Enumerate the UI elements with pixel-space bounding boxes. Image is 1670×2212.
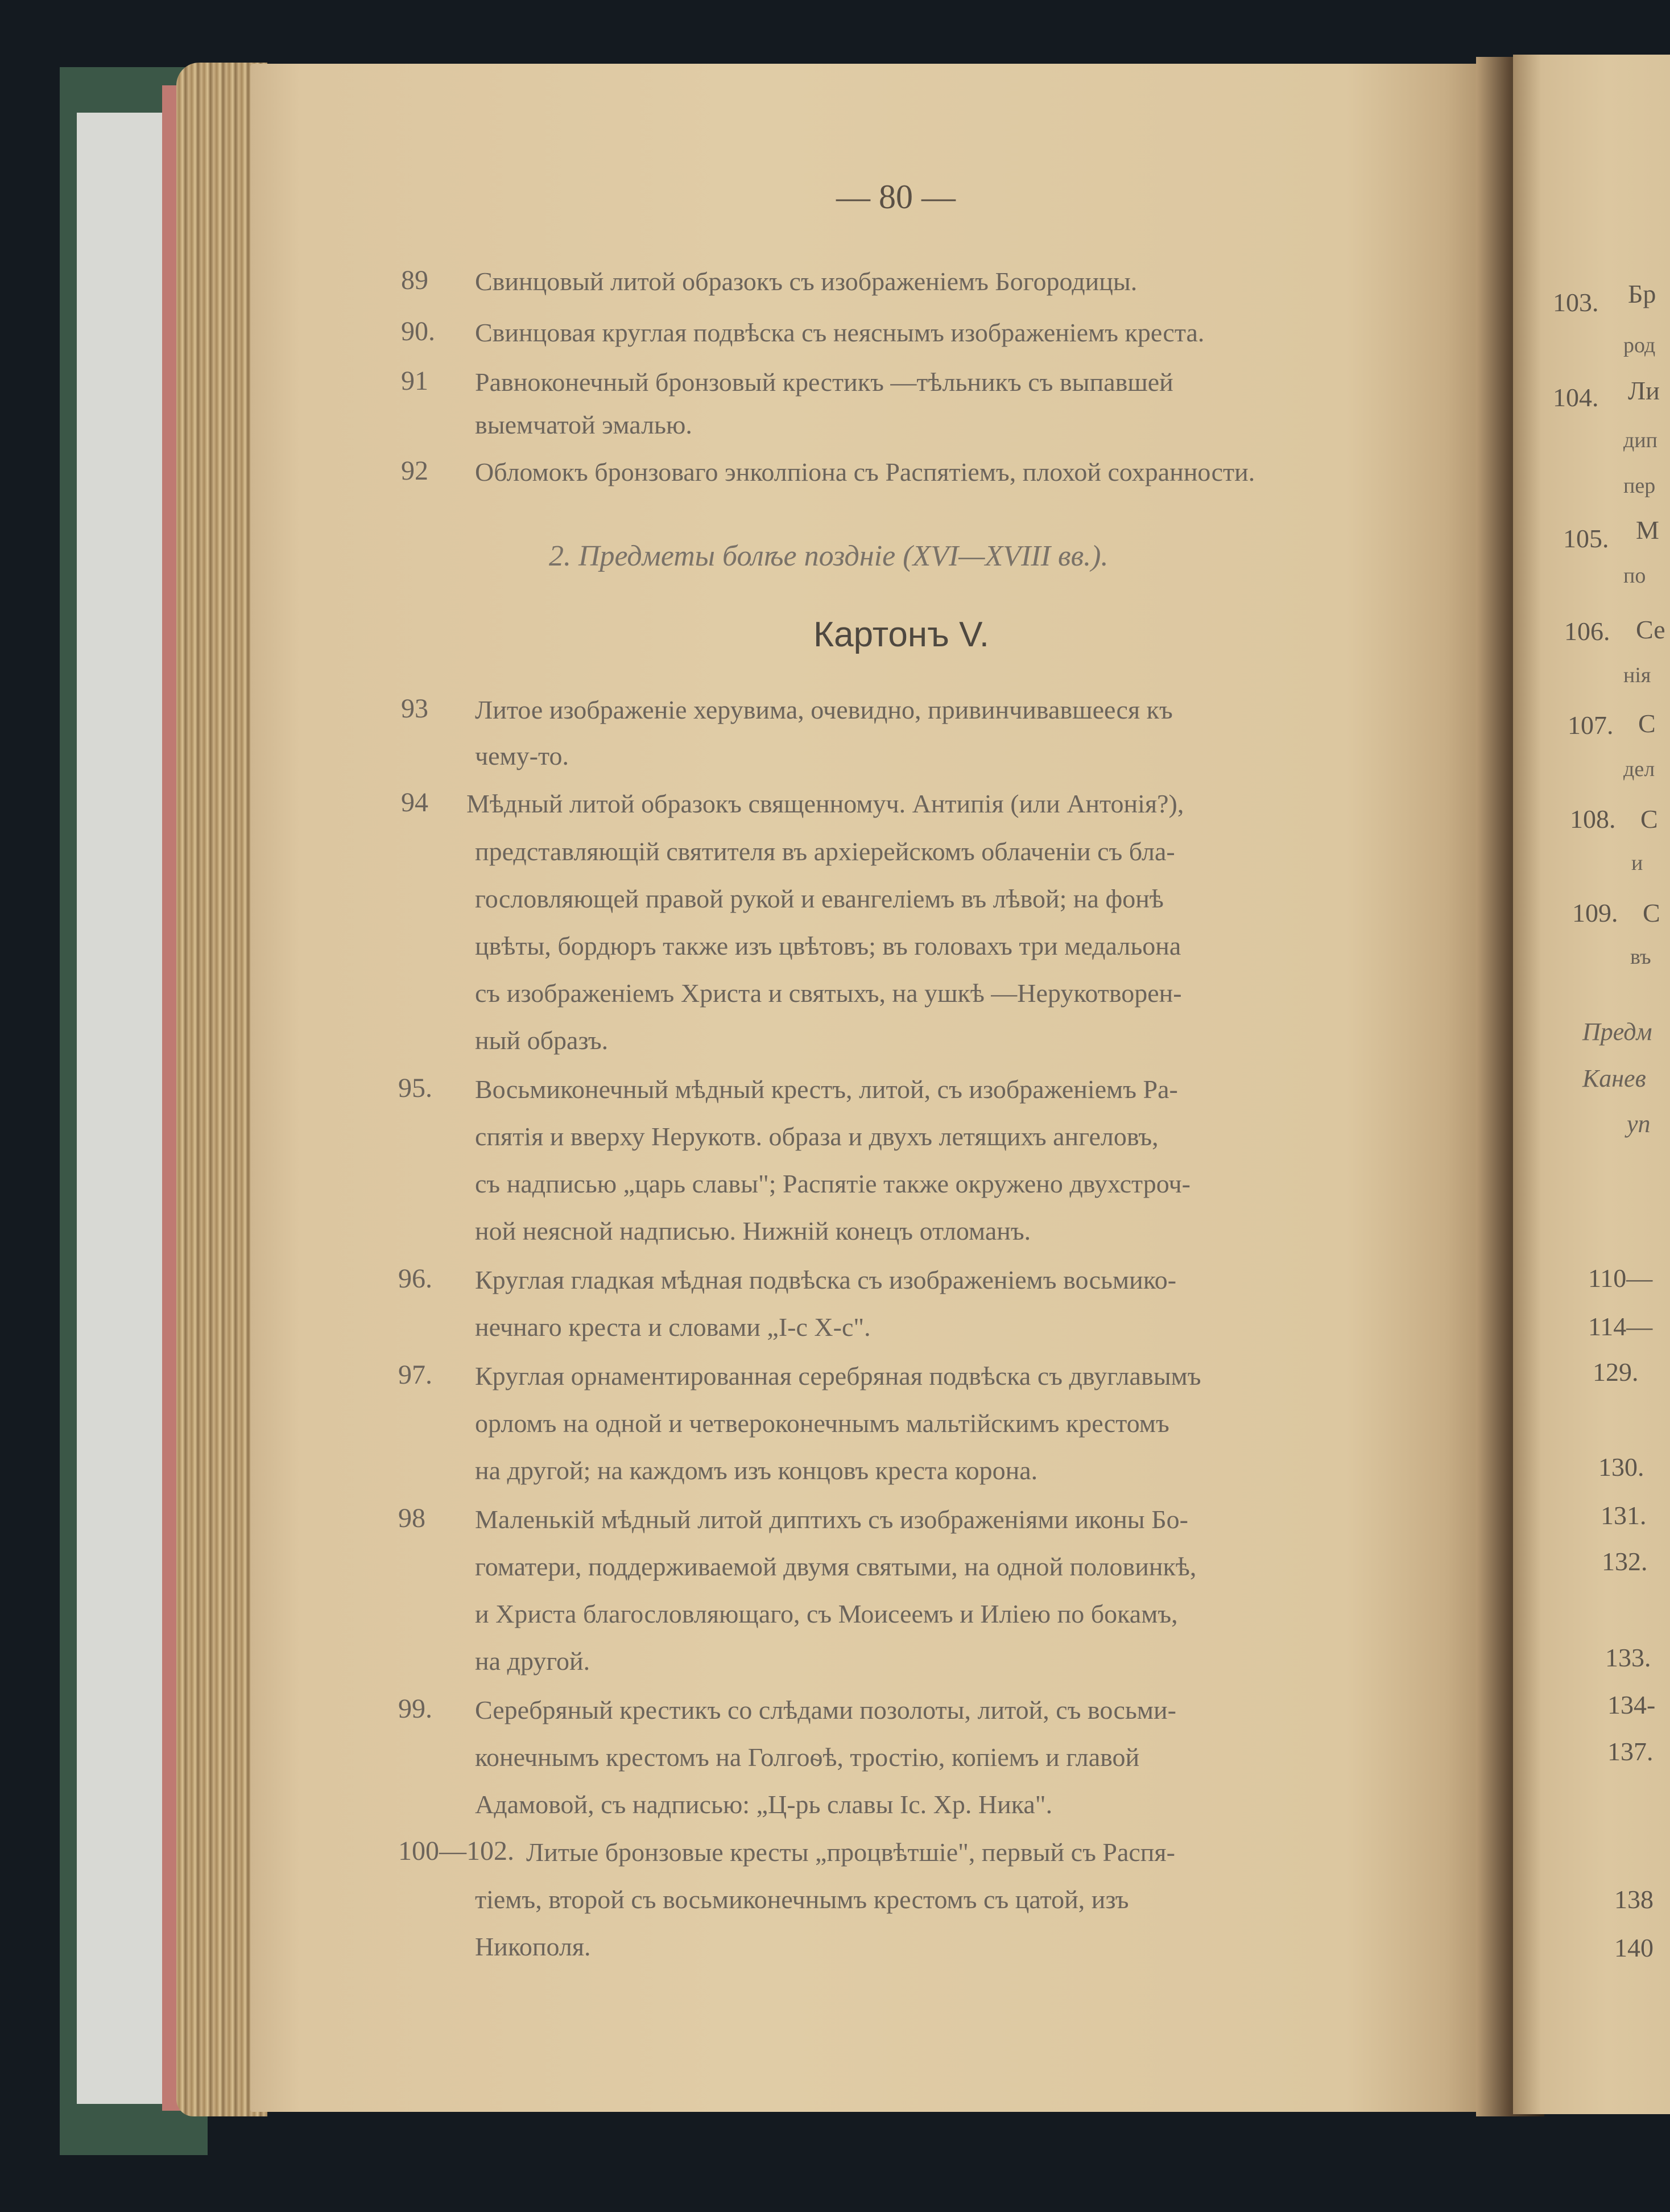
right-number: 131. [1601,1501,1647,1530]
right-entry-text: С [1643,898,1660,927]
right-entry-number: 103. [1553,288,1599,317]
right-entry-text: пер [1623,474,1656,498]
entry-line: гоматери, поддерживаемой двумя святыми, на одной половинкѣ, [475,1552,1197,1581]
right-entry-number: 107. [1568,711,1614,740]
entry-line: Мѣдный литой образокъ священномуч. Антипія (или Антонія?), [466,789,1184,818]
entry-number: 98 [398,1503,425,1533]
entry-number: 97. [398,1360,432,1390]
entry-number: 90. [401,316,435,346]
right-number: 134- [1607,1690,1656,1719]
right-number: 130. [1598,1452,1644,1481]
entry-line: и Христа благословляющаго, съ Моисеемъ и Иліею по бокамъ, [475,1599,1178,1628]
entry-number: 95. [398,1073,432,1103]
right-number: 138 [1614,1885,1654,1914]
entry-number: 91 [401,366,428,396]
entry-line: цвѣты, бордюръ также изъ цвѣтовъ; въ головахъ три медальона [475,931,1181,960]
right-entry-number: 109. [1572,898,1618,927]
entry-number: 100—102. [398,1836,514,1866]
right-entry-text: Бр [1628,279,1656,308]
right-number: 132. [1602,1547,1648,1576]
entry-line: конечнымъ крестомъ на Голгоѳѣ, тростію, копіемъ и главой [475,1743,1140,1772]
right-number: 110— [1588,1264,1653,1293]
right-entry-text: въ [1630,945,1651,969]
right-entry-text: по [1623,564,1646,588]
entry-line: спятія и вверху Нерукотв. образа и двухъ летящихъ ангеловъ, [475,1122,1159,1151]
right-italic-line: уп [1627,1110,1651,1138]
entry-line: съ изображеніемъ Христа и святыхъ, на ушкѣ —Нерукотворен- [475,979,1182,1008]
entry-line: Литые бронзовые кресты „процвѣтшіе", первый съ Распя- [526,1838,1175,1867]
entry-line: тіемъ, второй съ восьмиконечнымъ крестомъ съ цатой, изъ [475,1885,1129,1914]
right-number: 133. [1605,1643,1651,1672]
entry-line: нечнаго креста и словами „І-с Х-с". [475,1313,871,1342]
page-number: — 80 — [836,178,956,216]
entry-line: Адамовой, съ надписью: „Ц-рь славы Іс. Хр. Ника". [475,1790,1053,1819]
right-number: 137. [1607,1737,1654,1766]
entry-line: выемчатой эмалью. [475,410,692,439]
right-entry-number: 104. [1553,383,1599,412]
entry-line: Маленькій мѣдный литой диптихъ съ изображеніями иконы Бо- [475,1505,1188,1534]
right-entry-number: 105. [1563,524,1609,553]
entry-number: 96. [398,1264,432,1294]
entry-number: 92 [401,456,428,486]
right-italic-line: Предм [1582,1018,1652,1046]
entry-line: орломъ на одной и четвероконечнымъ мальтійскимъ крестомъ [475,1409,1169,1438]
right-entry-text: Се [1636,615,1665,644]
entry-line: Серебряный крестикъ со слѣдами позолоты, литой, съ восьми- [475,1695,1176,1724]
entry-line: на другой. [475,1646,590,1675]
right-number: 140 [1614,1933,1654,1962]
right-entry-text: М [1636,515,1659,544]
right-italic-line: Канев [1582,1064,1646,1092]
entry-line: Литое изображеніе херувима, очевидно, привинчивавшееся къ [475,695,1173,724]
entry-line: Равноконечный бронзовый крестикъ —тѣльникъ съ выпавшей [475,368,1173,397]
right-entry-text: дип [1623,428,1658,452]
entry-line: ной неясной надписью. Нижній конецъ отломанъ. [475,1216,1031,1245]
right-entry-text: С [1640,804,1658,833]
entry-line: Круглая гладкая мѣдная подвѣска съ изображеніемъ восьмико- [475,1265,1177,1294]
entry-number: 93 [401,694,428,724]
entry-line: представляющій святителя въ архіерейскомъ облаченіи съ бла- [475,837,1175,866]
right-entry-text: нія [1623,663,1651,687]
entry-line: Свинцовый литой образокъ съ изображеніемъ Богородицы. [475,267,1138,296]
right-entry-text: Ли [1628,376,1660,405]
entry-number: 99. [398,1694,432,1724]
entry-line: Никополя. [475,1932,591,1961]
karton-heading: Картонъ V. [813,615,990,654]
right-entry-text: и [1631,851,1643,875]
right-entry-number: 106. [1564,617,1610,646]
entry-number: 89 [401,265,428,295]
right-entry-number: 108. [1570,804,1616,833]
right-entry-text: род [1623,333,1656,357]
right-number: 114— [1588,1312,1653,1341]
entry-line: Свинцовая круглая подвѣска съ неяснымъ изображеніемъ креста. [475,318,1205,347]
entry-number: 94 [401,787,428,818]
right-entry-text: С [1638,709,1656,738]
section-heading: 2. Предметы болѣе позднiе (XVI—XVIII вв.). [549,540,1109,572]
entry-line: Круглая орнаментированная серебряная подвѣска съ двуглавымъ [475,1361,1201,1390]
entry-line: чему-то. [475,741,569,770]
entry-line: на другой; на каждомъ изъ концовъ креста корона. [475,1456,1038,1485]
entry-line: ный образъ. [475,1026,609,1055]
right-entry-text: дел [1623,757,1655,781]
entry-line: гословляющей правой рукой и евангеліемъ въ лѣвой; на фонѣ [475,884,1164,913]
right-number: 129. [1593,1357,1639,1386]
entry-line: Восьмиконечный мѣдный крестъ, литой, съ изображеніемъ Ра- [475,1075,1178,1104]
entry-line: Обломокъ бронзоваго энколпіона съ Распятіемъ, плохой сохранности. [475,457,1255,486]
entry-line: съ надписью „царь славы"; Распятіе также окружено двухстроч- [475,1169,1191,1198]
